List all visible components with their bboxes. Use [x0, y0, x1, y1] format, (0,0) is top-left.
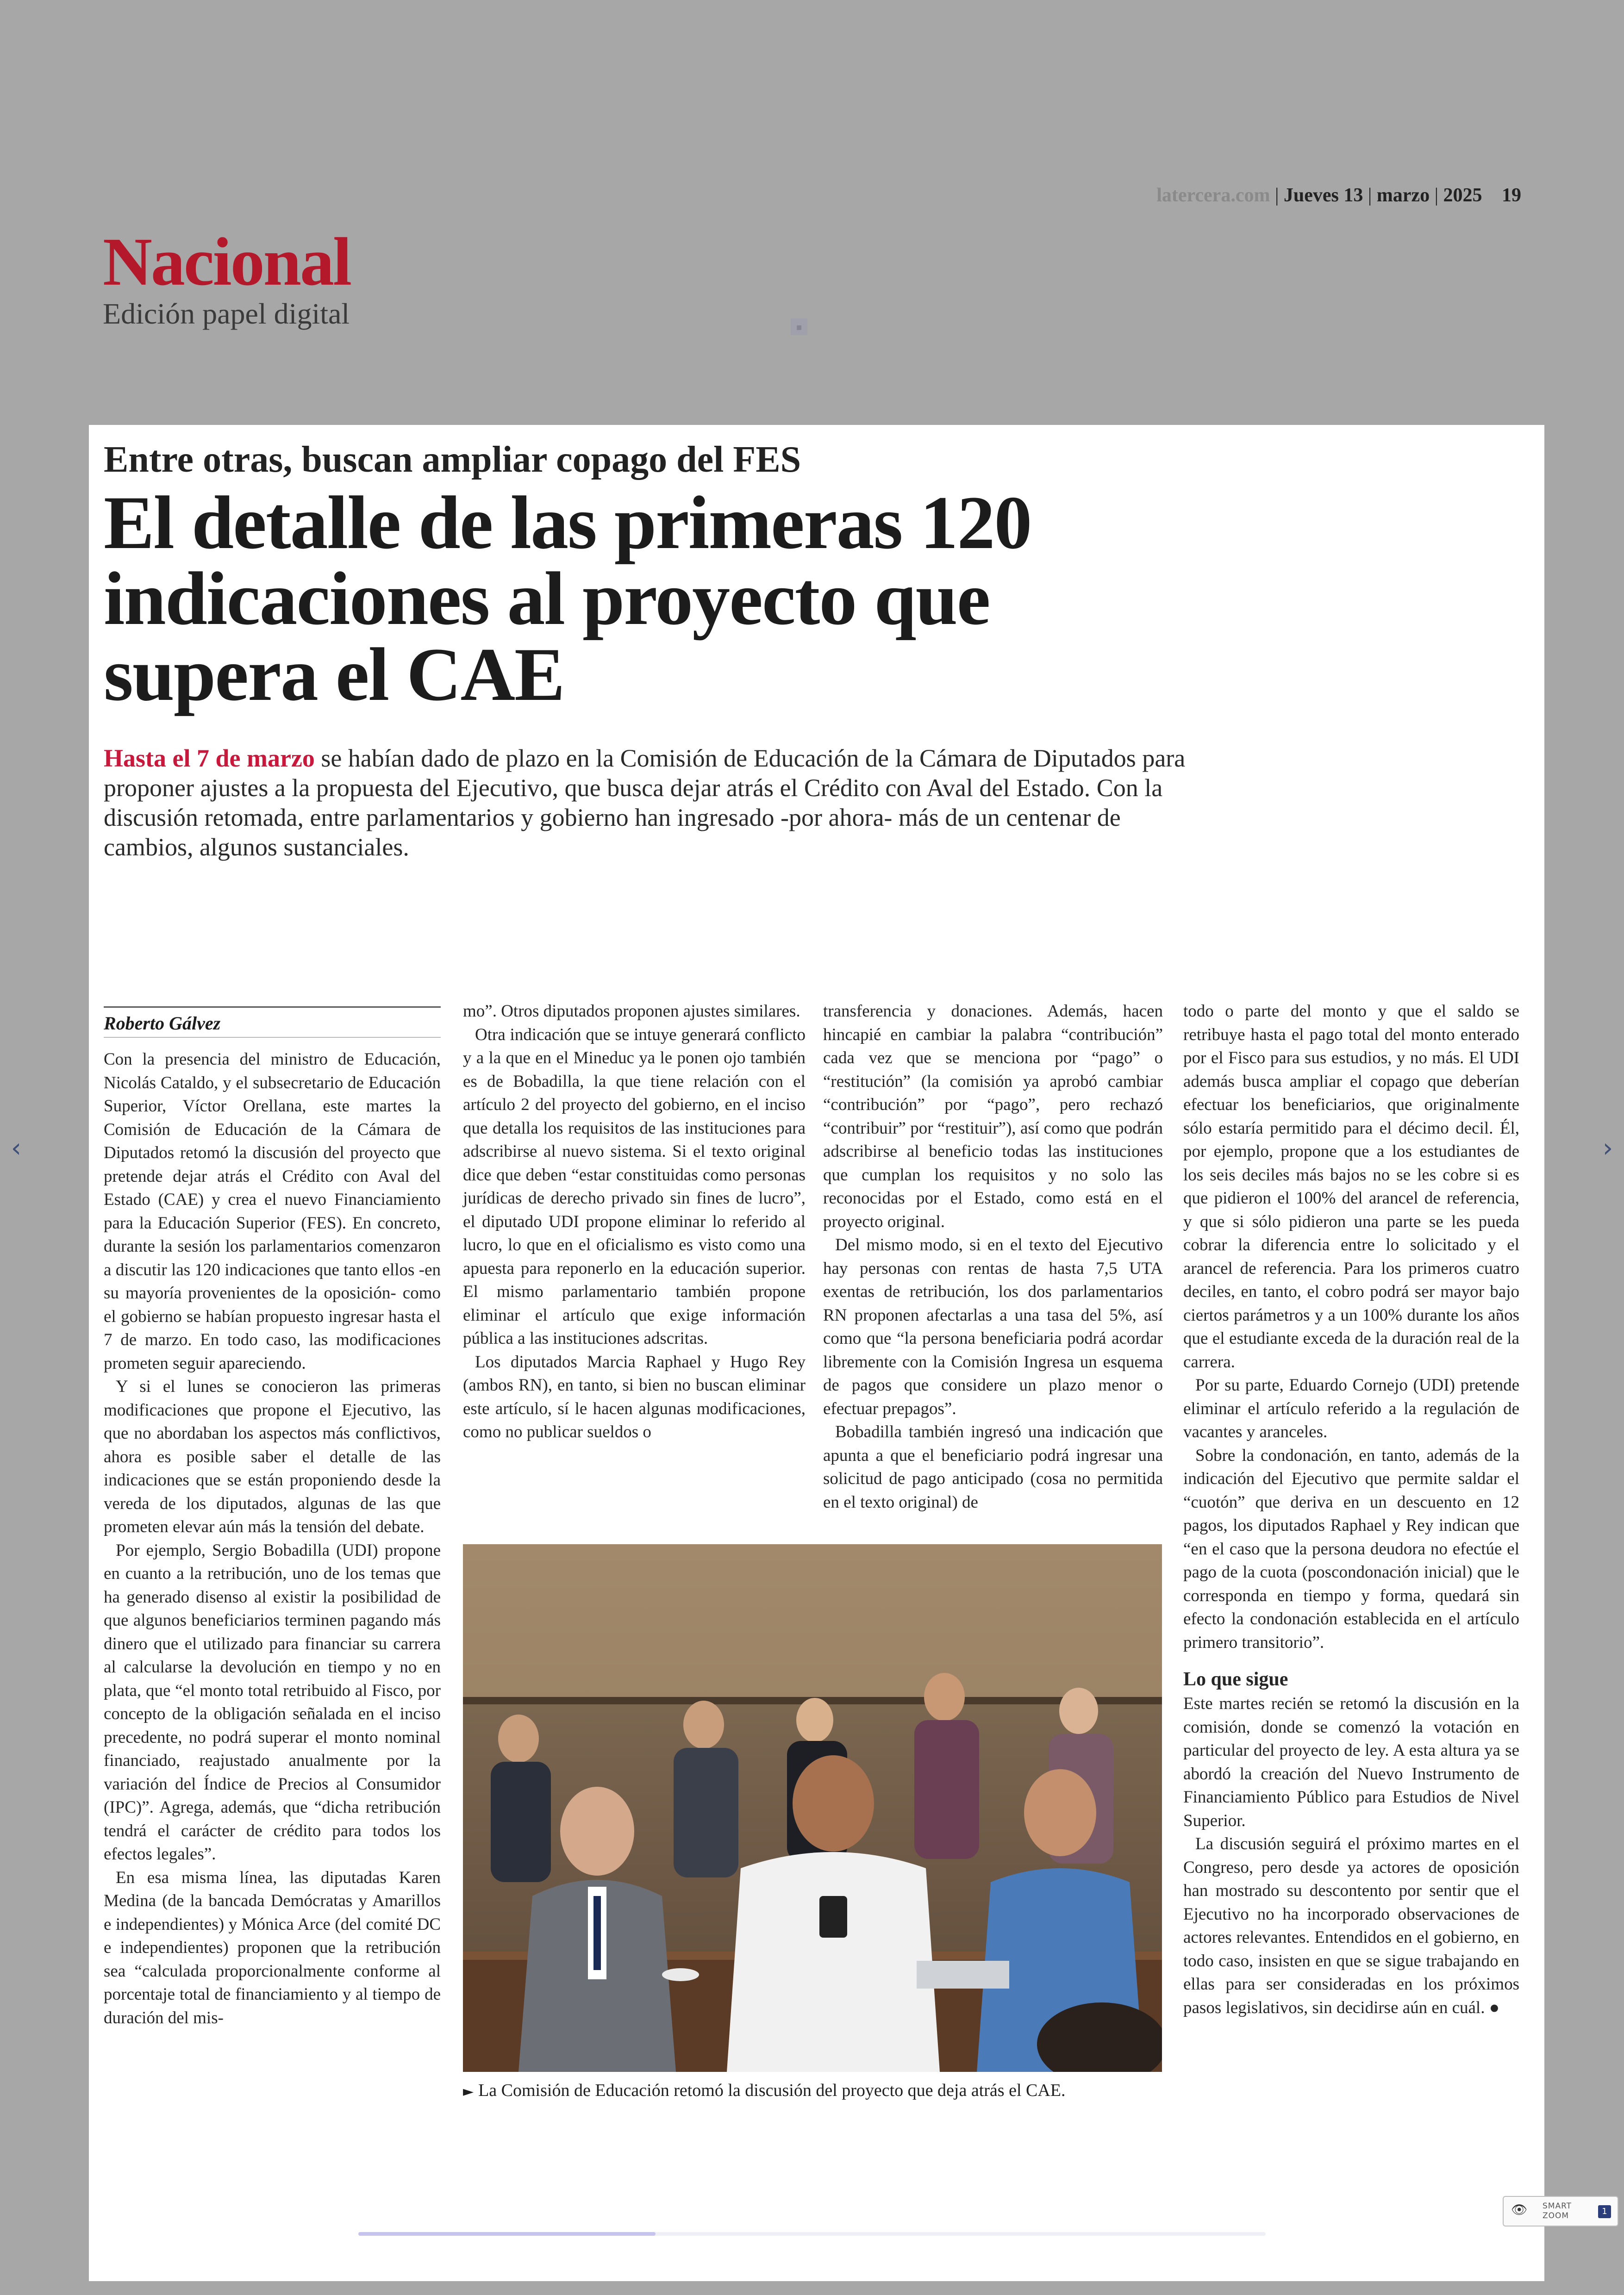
- edition-subtitle: Edición papel digital: [103, 297, 350, 330]
- paragraph: Otra indicación que se intuye generará conflicto y a la que en el Mineduc ya le ponen ojo también es de Bobadilla, la que tiene relación con el artículo 2 del proyecto del gobierno, en el inciso que detalla los requisitos de las instituciones para adscribirse al nuevo sistema. Si el texto original dice que deben “estar constituidas como personas jurídicas de derecho privado sin fines de lucro”, el diputado UDI propone eliminar lo referido al lucro, lo que en el oficialismo es visto como una apuesta para reponerlo en la educación superior. El mismo parlamentario también propone eliminar el artículo que exige información pública a las instituciones adscritas.: [463, 1025, 806, 1348]
- article-column-3: [823, 1000, 1163, 1514]
- section-title: Nacional: [103, 224, 351, 300]
- paragraph: Bobadilla también ingresó una indicación que apunta a que el beneficiario podrá ingresar una solicitud de pago anticipado (cosa no permitida en el texto original) de: [823, 1422, 1163, 1512]
- page-folio: [1156, 184, 1521, 206]
- folio-sep-2: |: [1368, 185, 1372, 206]
- paragraph: todo o parte del monto y que el saldo se retribuye hasta el pago total del monto enterado por el Fisco para sus estudios, y no más. El UDI además busca ampliar el copago que deberían efectuar los beneficiarios, que originalmente sólo estaría permitido para el décimo decil. Él, por ejemplo, propone que a los estudiantes de los seis deciles más bajos no se les cobre si es que pidieron el 100% del arancel de referencia, y que si sólo pidieron una parte se les pueda cobrar la diferencia entre lo solicitado y el arancel de referencia. Para los primeros cuatro deciles, en tanto, el cobro podrá ser mayor bajo ciertos parámetros y a un 100% durante los años que el estudiante exceda de la duración real de la carrera.: [1183, 1002, 1519, 1372]
- paragraph-text: La discusión seguirá el próximo martes en el Congreso, pero desde ya actores de oposición han mostrado su descontento por sentir que el Ejecutivo no ha incorporado observaciones de actores relevantes. Entendidos en el gobierno, en todo caso, insisten en que se sigue trabajando en ellas para ser consideradas en los próximos pasos legislativos, sin decidirse aún en cuál.: [1183, 1834, 1519, 2017]
- section-subhead: Lo que sigue: [1183, 1669, 1288, 1690]
- newspaper-page: [89, 425, 1544, 2281]
- zoom-badge: 1: [1598, 2205, 1611, 2218]
- article-headline: El detalle de las primeras 120 indicaciones al proyecto que supera el CAE: [104, 481, 1031, 717]
- paragraph: En esa misma línea, las diputadas Karen Medina (de la bancada Demócratas y Amarillos e independientes) y Mónica Arce (del comité DC e independientes) proponen que la retribución sea “calculada proporcionalmente conforme al porcentaje total de financiamiento y al tiempo de duración del mis-: [104, 1868, 441, 2027]
- paragraph: Por su parte, Eduardo Cornejo (UDI) pretende eliminar el artículo referido a la regulación de vacantes y aranceles.: [1183, 1376, 1519, 1441]
- eye-icon: 👁: [1511, 2202, 1528, 2217]
- photo-illustration: [463, 1544, 1162, 2072]
- folio-month: marzo: [1376, 185, 1430, 206]
- smart-zoom-button[interactable]: [1503, 2196, 1618, 2226]
- smart-zoom-label: [1543, 2201, 1572, 2221]
- article-column-2: [463, 1000, 806, 1444]
- paragraph: Con la presencia del ministro de Educación, Nicolás Cataldo, y el subsecretario de Educación Superior, Víctor Orellana, este martes la Comisión de Educación de la Cámara de Diputados retomó la discusión del proyecto que pretende dejar atrás el Crédito con Aval del Estado (CAE) y crea el nuevo Financiamiento para la Educación Superior (FES). En concreto, durante la sesión los parlamentarios comenzaron a discutir las 120 indicaciones que tanto ellos -en su mayoría provenientes de la oposición- como el gobierno se habían propuesto ingresar hasta el 7 de marzo. En todo caso, las modificaciones prometen seguir apareciendo.: [104, 1050, 441, 1373]
- folio-day: Jueves 13: [1283, 185, 1363, 206]
- article-kicker: Entre otras, buscan ampliar copago del FES: [104, 439, 801, 480]
- photo-caption: [463, 2080, 1167, 2101]
- paragraph: Y si el lunes se conocieron las primeras modificaciones que propone el Ejecutivo, las que no abordaban los aspectos más conflictivos, ahora es posible saber el detalle de las indicaciones que se están proponiendo desde la vereda de los diputados, algunas de las que prometen elevar aún más la tensión del debate.: [104, 1377, 441, 1536]
- article-column-1: [104, 1048, 441, 2030]
- site-name[interactable]: latercera.com: [1156, 185, 1270, 206]
- page-scroll-thumb[interactable]: [358, 2232, 656, 2236]
- paragraph: Los diputados Marcia Raphael y Hugo Rey (ambos RN), en tanto, si bien no buscan eliminar este artículo, sí le hacen algunas modificaciones, como no publicar sueldos o: [463, 1352, 806, 1441]
- next-page-arrow-icon[interactable]: ›: [1602, 1133, 1613, 1163]
- end-mark-icon: ●: [1489, 1998, 1500, 2017]
- paragraph: Sobre la condonación, en tanto, además de la indicación del Ejecutivo que permite saldar el “cuotón” que deriva en un descuento en 12 pagos, los diputados Raphael y Rey indican que “en el caso que la persona deudora no efectúe el pago de la cuota (poscondonación inicial) que le corresponda en tiempo y forma, quedará sin efecto la condonación establecida en el artículo primero transitorio”.: [1183, 1446, 1519, 1652]
- smart-zoom-label-line1: SMART: [1543, 2201, 1572, 2211]
- caption-marker-icon: ►: [463, 2083, 474, 2100]
- paragraph: Del mismo modo, si en el texto del Ejecutivo hay personas con rentas de hasta 7,5 UTA exentas de retribución, los dos parlamentarios RN proponen afectarlas a una tasa del 5%, así como que “la persona beneficiaria podrá acordar libremente con la Comisión Ingresa un esquema de pagos que considere un plazo menor o efectuar prepagos”.: [823, 1235, 1163, 1418]
- page-number: 19: [1502, 185, 1521, 206]
- lead-highlight: Hasta el 7 de marzo: [104, 744, 315, 772]
- paragraph: Por ejemplo, Sergio Bobadilla (UDI) propone en cuanto a la retribución, uno de los temas que ha generado disenso al existir la posibilidad de que algunos beneficiarios terminen pagando más dinero que el utilizado para financiar su carrera al calcularse la devolución en tiempo y no en plata, que “el monto total retribuido al Fisco, por concepto de la obligación señalada en el inciso precedente, no podrá superar el monto nominal financiado, reajustado anualmente por la variación del Índice de Precios al Consumidor (IPC)”. Agrega, además, que “dicha retribución tendrá el carácter de crédito para todos los efectos legales”.: [104, 1540, 441, 1864]
- paragraph: transferencia y donaciones. Además, hacen hincapié en cambiar la palabra “contribución” cada vez que se menciona por “pago” o “restitución” (la comisión ya aprobó cambiar “contribución” por “pago”, pero rechazó “contribuir” por “restituir”), así como que podrán adscribirse al beneficio todas las instituciones que cumplan los requisitos y no solo las reconocidas por el Estado, como está en el proyecto original.: [823, 1002, 1163, 1231]
- article-column-4: [1183, 1000, 1519, 2020]
- article-lead: [104, 743, 1187, 862]
- paragraph: mo”. Otros diputados proponen ajustes similares.: [463, 1002, 800, 1021]
- paragraph: [1183, 1833, 1519, 2020]
- folio-sep-3: |: [1434, 185, 1438, 206]
- byline: Roberto Gálvez: [104, 1006, 441, 1038]
- caption-text: La Comisión de Educación retomó la discusión del proyecto que deja atrás el CAE.: [478, 2081, 1066, 2100]
- folio-sep-1: |: [1274, 185, 1279, 206]
- prev-page-arrow-icon[interactable]: ‹: [11, 1133, 22, 1163]
- lead-text: se habían dado de plazo en la Comisión de Educación de la Cámara de Diputados para proponer ajustes a la propuesta del Ejecutivo, que busca dejar atrás el Crédito con Aval del Estado. Con la discusión retomada, entre parlamentarios y gobierno han ingresado -por ahora- más de un centenar de cambios, algunos sustanciales.: [104, 744, 1186, 861]
- article-photo[interactable]: [463, 1544, 1162, 2072]
- page-marker-icon[interactable]: ▪: [791, 318, 807, 335]
- paragraph: Este martes recién se retomó la discusión en la comisión, donde se comenzó la votación en particular del proyecto de ley. A esta altura ya se abordó la creación del Nuevo Instrumento de Financiamiento Público para Estudios de Nivel Superior.: [1183, 1694, 1519, 1830]
- folio-year: 2025: [1443, 185, 1482, 206]
- smart-zoom-label-line2: ZOOM: [1543, 2211, 1569, 2220]
